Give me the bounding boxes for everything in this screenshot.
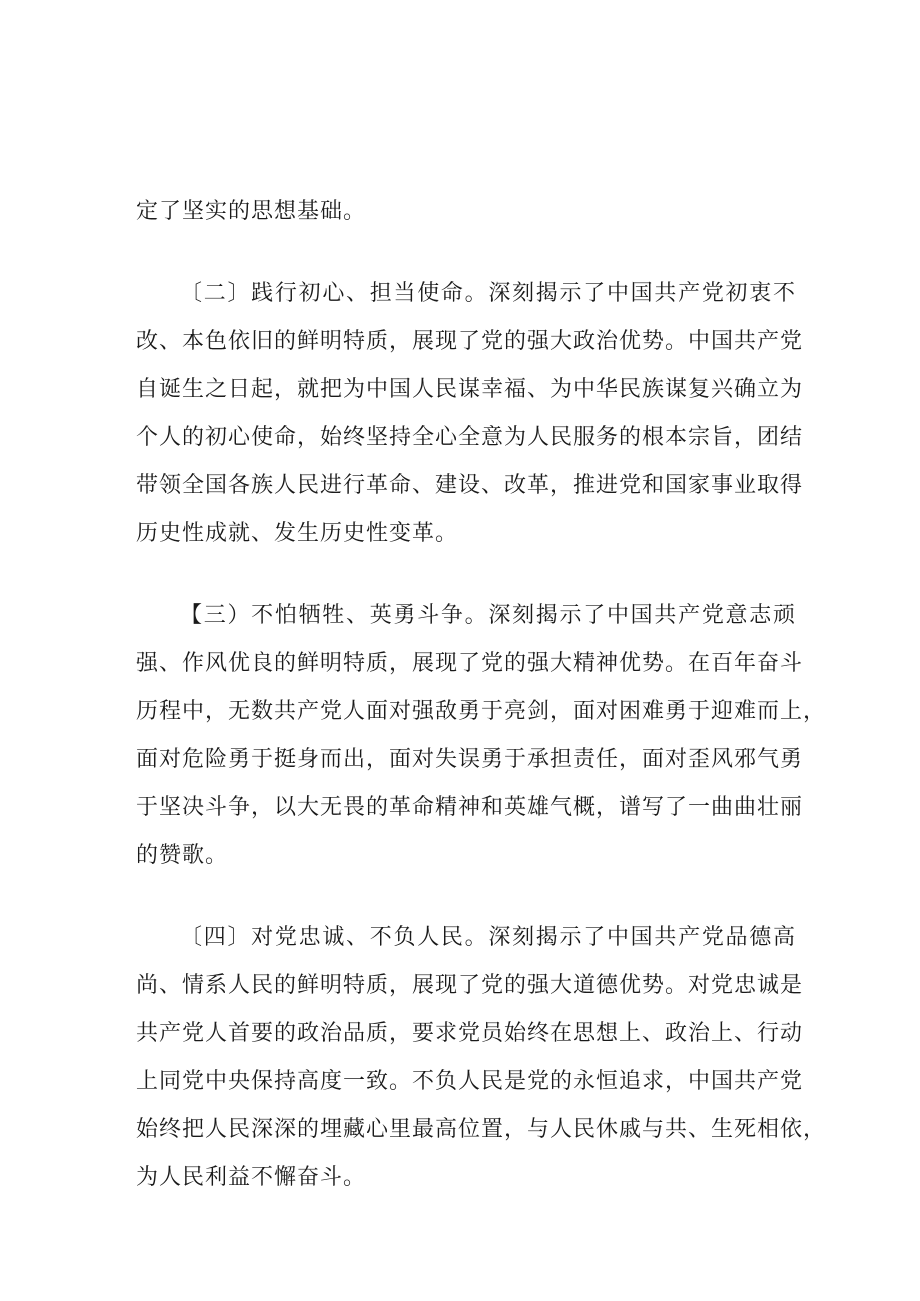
text-line: 强、作风优良的鲜明特质，展现了党的强大精神优势。在百年奋斗 (136, 651, 804, 676)
paragraph-gap (136, 880, 796, 914)
text-line: 上同党中央保持高度一致。不负人民是党的永恒追求，中国共产党 (136, 1069, 804, 1094)
text-line: 【三）不怕牺牲、英勇斗争。深刻揭示了中国共产党意志顽 (180, 603, 796, 628)
text-line: 带领全国各族人民进行革命、建设、改革，推进党和国家事业取得 (136, 473, 804, 498)
document-body (136, 188, 827, 1202)
text-line: 尚、情系人民的鲜明特质，展现了党的强大道德优势。对党忠诚是 (136, 973, 804, 998)
text-line: 历史性成就、发生历史性变革。 (136, 521, 459, 546)
text-line: 为人民利益不懈奋斗。 (136, 1165, 367, 1190)
paragraph-gap (136, 558, 796, 592)
paragraph-gap (136, 236, 796, 270)
text-line: 历程中，无数共产党人面对强敌勇于亮剑，面对困难勇于迎难而上， (136, 699, 827, 724)
text-line: 定了坚实的思想基础。 (136, 199, 367, 224)
text-line: 共产党人首要的政治品质，要求党员始终在思想上、政治上、行动 (136, 1021, 804, 1046)
text-line: 于坚决斗争，以大无畏的革命精神和英雄气概，谱写了一曲曲壮丽 (136, 795, 804, 820)
text-line: 的赞歌。 (136, 843, 229, 868)
text-line: 个人的初心使命，始终坚持全心全意为人民服务的根本宗旨，团结 (136, 425, 804, 450)
paragraph-section-2 (136, 270, 804, 558)
text-line: 〔四〕对党忠诚、不负人民。深刻揭示了中国共产党品德高 (180, 925, 796, 950)
text-line: 改、本色依旧的鲜明特质，展现了党的强大政治优势。中国共产党 (136, 329, 804, 354)
paragraph-section-4 (136, 914, 827, 1202)
paragraph-continuation (136, 188, 796, 236)
text-line: 始终把人民深深的埋藏心里最高位置，与人民休戚与共、生死相依， (136, 1117, 827, 1142)
text-line: 〔二〕践行初心、担当使命。深刻揭示了中国共产党初衷不 (180, 281, 796, 306)
text-line: 面对危险勇于挺身而出，面对失误勇于承担责任，面对歪风邪气勇 (136, 747, 804, 772)
text-line: 自诞生之日起，就把为中国人民谋幸福、为中华民族谋复兴确立为 (136, 377, 804, 402)
paragraph-section-3 (136, 592, 827, 880)
